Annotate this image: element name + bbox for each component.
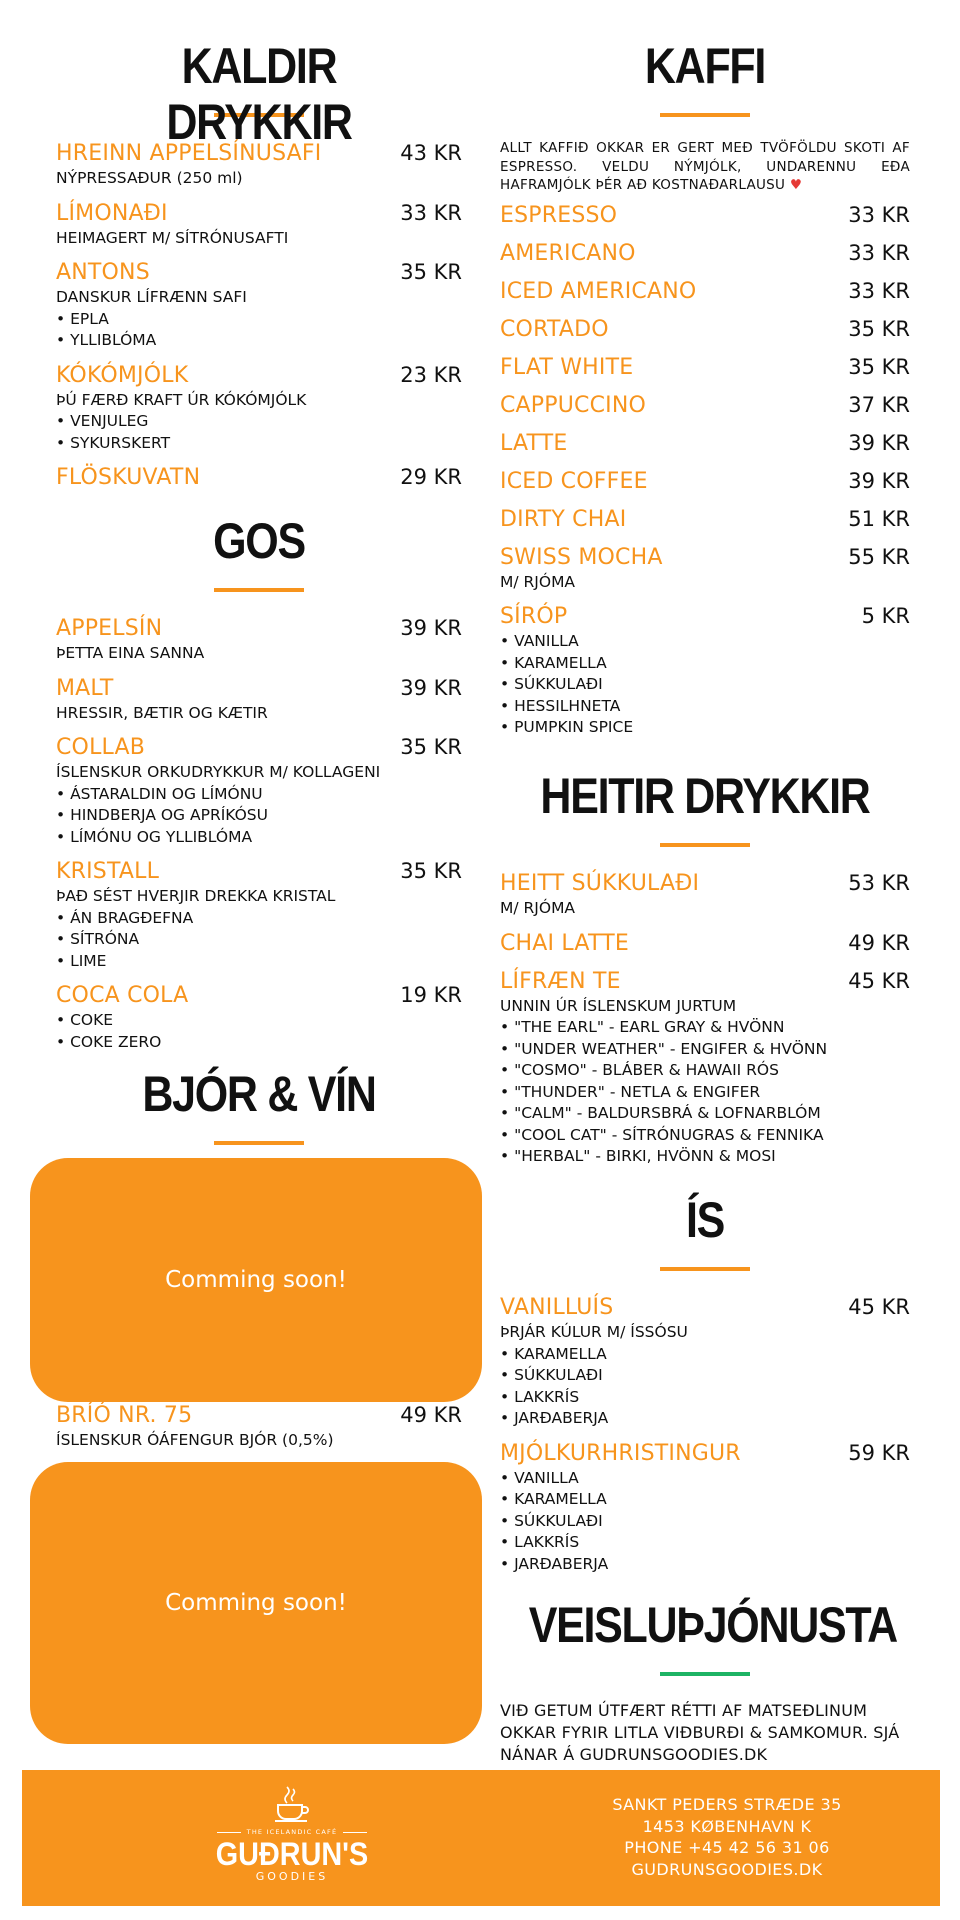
option-item: • SÍTRÓNA xyxy=(56,929,462,951)
item-price: 23 KR xyxy=(400,362,462,387)
option-item: • "COSMO" - BLÁBER & HAWAII RÓS xyxy=(500,1060,910,1082)
item-name: SÍRÓP xyxy=(500,604,568,629)
option-list xyxy=(56,309,462,352)
option-item: • LAKKRÍS xyxy=(500,1532,910,1554)
item-list xyxy=(500,201,910,739)
intro-text: ALLT KAFFIÐ OKKAR ER GERT MEÐ TVÖFÖLDU SKOTI AF ESPRESSO. VELDU NÝMJÓLK, UNDARENNU EÐA HAFRAMJÓLK ÞÉR AÐ KOSTNAÐARLAUSU xyxy=(500,140,910,193)
item-name: FLAT WHITE xyxy=(500,354,634,380)
title-underline xyxy=(214,1141,304,1145)
section-title: KAFFI xyxy=(644,38,766,94)
address-street: SANKT PEDERS STRÆDE 35 xyxy=(612,1795,842,1814)
item-price: 5 KR xyxy=(861,604,910,628)
title-underline xyxy=(660,843,750,847)
item-name: COCA COLA xyxy=(56,983,189,1008)
menu-item xyxy=(500,543,910,594)
logo-name: GUÐRUN'S xyxy=(215,1836,369,1872)
menu-item xyxy=(56,258,462,352)
option-item: • "THE EARL" - EARL GRAY & HVÖNN xyxy=(500,1017,910,1039)
option-item: • ÁSTARALDIN OG LÍMÓNU xyxy=(56,784,462,806)
item-name: LÍMONAÐI xyxy=(56,200,168,226)
option-item: • VANILLA xyxy=(500,1468,910,1490)
option-item: • SÚKKULAÐI xyxy=(500,1365,910,1387)
option-item: • HESSILHNETA xyxy=(500,696,910,718)
item-list xyxy=(500,869,910,1168)
coffee-cup-icon xyxy=(272,1784,312,1824)
item-name: LATTE xyxy=(500,430,568,456)
menu-item xyxy=(56,361,462,455)
menu-item xyxy=(500,967,910,1168)
item-price: 39 KR xyxy=(848,430,910,455)
catering-text: VIÐ GETUM ÚTFÆRT RÉTTI AF MATSEÐLINUM OKKAR FYRIR LITLA VIÐBURÐI & SAMKOMUR. SJÁ NÁNAR Á GUDRUNSGOODIES.DK xyxy=(500,1701,900,1764)
menu-item xyxy=(500,929,910,958)
title-underline xyxy=(660,113,750,117)
option-item: • KARAMELLA xyxy=(500,1489,910,1511)
option-item: • KARAMELLA xyxy=(500,1344,910,1366)
section-title: HEITIR DRYKKIR xyxy=(540,768,870,824)
menu-item xyxy=(56,674,462,725)
item-name: CHAI LATTE xyxy=(500,930,629,956)
menu-item xyxy=(500,505,910,534)
item-name: DIRTY CHAI xyxy=(500,506,627,532)
item-name: ICED AMERICANO xyxy=(500,278,697,304)
item-name: LÍFRÆN TE xyxy=(500,968,621,994)
section-title: GOS xyxy=(213,513,305,569)
heart-icon: ♥ xyxy=(789,177,803,193)
logo xyxy=(182,1784,402,1894)
item-price: 33 KR xyxy=(848,278,910,303)
item-price: 53 KR xyxy=(848,871,910,895)
option-item: • "THUNDER" - NETLA & ENGIFER xyxy=(500,1082,910,1104)
section-title: ÍS xyxy=(685,1192,725,1248)
menu-item xyxy=(500,429,910,458)
item-list xyxy=(56,139,462,492)
option-item: • SÚKKULAÐI xyxy=(500,1511,910,1533)
item-name: KRISTALL xyxy=(56,859,160,884)
menu-item xyxy=(500,1293,910,1430)
menu-item xyxy=(500,602,910,739)
item-price: 39 KR xyxy=(400,616,462,640)
item-name: FLÖSKUVATN xyxy=(56,465,201,490)
section-title: KALDIR DRYKKIR xyxy=(166,38,352,150)
item-price: 19 KR xyxy=(400,983,462,1007)
item-description: ÞÚ FÆRÐ KRAFT ÚR KÓKÓMJÓLK xyxy=(56,390,307,409)
section-kaldir-drykkir xyxy=(56,38,462,501)
coming-soon-panel-1 xyxy=(30,1158,482,1402)
option-item: • "HERBAL" - BIRKI, HVÖNN & MOSI xyxy=(500,1146,910,1168)
option-item: • "COOL CAT" - SÍTRÓNUGRAS & FENNIKA xyxy=(500,1125,910,1147)
item-description: UNNIN ÚR ÍSLENSKUM JURTUM xyxy=(500,996,737,1015)
item-price: 51 KR xyxy=(848,506,910,531)
option-item: • "UNDER WEATHER" - ENGIFER & HVÖNN xyxy=(500,1039,910,1061)
menu-item xyxy=(56,981,462,1053)
item-price: 35 KR xyxy=(400,260,462,284)
section-bjor-vin xyxy=(56,1066,462,1145)
item-list xyxy=(56,614,462,1053)
option-item: • EPLA xyxy=(56,309,462,331)
item-name: BRÍÓ NR. 75 xyxy=(56,1403,193,1428)
option-list xyxy=(56,784,462,849)
title-underline xyxy=(214,588,304,592)
item-price: 55 KR xyxy=(848,544,910,569)
logo-subtitle: GOODIES xyxy=(255,1870,329,1883)
item-price: 49 KR xyxy=(400,1403,462,1427)
item-name: ESPRESSO xyxy=(500,202,618,228)
item-description: ÞETTA EINA SANNA xyxy=(56,644,205,662)
option-item: • COKE xyxy=(56,1010,462,1032)
title-underline xyxy=(660,1267,750,1271)
item-description: ÍSLENSKUR ÓÁFENGUR BJÓR (0,5%) xyxy=(56,1431,334,1449)
item-price: 33 KR xyxy=(848,240,910,265)
option-list xyxy=(500,1344,910,1430)
section-veisluthjonusta xyxy=(500,1597,910,1766)
option-item: • PUMPKIN SPICE xyxy=(500,717,910,739)
item-name: HEITT SÚKKULAÐI xyxy=(500,871,700,896)
address-block xyxy=(562,1794,892,1880)
logo-tagline: THE ICELANDIC CAFÉ xyxy=(182,1828,402,1836)
menu-item xyxy=(56,857,462,972)
option-list xyxy=(56,411,462,454)
option-item: • SYKURSKERT xyxy=(56,433,462,455)
footer xyxy=(22,1770,940,1906)
option-list xyxy=(500,1017,910,1168)
menu-item xyxy=(500,315,910,344)
menu-item xyxy=(500,391,910,420)
menu-item xyxy=(500,239,910,268)
section-heitir-drykkir xyxy=(500,768,910,1177)
menu-item xyxy=(56,199,462,250)
item-description: M/ RJÓMA xyxy=(500,572,576,591)
item-name: ICED COFFEE xyxy=(500,468,648,494)
item-description: HEIMAGERT M/ SÍTRÓNUSAFTI xyxy=(56,228,289,247)
item-price: 59 KR xyxy=(848,1440,910,1465)
item-price: 35 KR xyxy=(400,859,462,883)
item-description: NÝPRESSAÐUR (250 ml) xyxy=(56,169,243,187)
menu-item xyxy=(500,869,910,920)
option-item: • JARÐABERJA xyxy=(500,1554,910,1576)
item-price: 35 KR xyxy=(848,316,910,341)
item-name: AMERICANO xyxy=(500,240,636,266)
item-name: KÓKÓMJÓLK xyxy=(56,362,189,388)
address-city: 1453 KØBENHAVN K xyxy=(642,1816,812,1836)
item-price: 33 KR xyxy=(848,202,910,227)
item-description: ÞAÐ SÉST HVERJIR DREKKA KRISTAL xyxy=(56,887,336,905)
section-title: VEISLUÞJÓNUSTA xyxy=(528,1597,897,1653)
item-description: ÍSLENSKUR ORKUDRYKKUR M/ KOLLAGENI xyxy=(56,763,381,781)
item-name: HREINN APPELSÍNUSAFI xyxy=(56,141,322,166)
item-list xyxy=(500,1293,910,1575)
coming-soon-label: Comming soon! xyxy=(165,1590,347,1616)
item-description: M/ RJÓMA xyxy=(500,899,576,917)
item-price: 49 KR xyxy=(848,930,910,955)
menu-item xyxy=(500,467,910,496)
coming-soon-label: Comming soon! xyxy=(165,1267,347,1293)
item-name: CORTADO xyxy=(500,316,609,342)
kaffi-intro xyxy=(500,139,910,195)
address-phone: PHONE +45 42 56 31 06 xyxy=(624,1838,830,1857)
menu-item xyxy=(500,201,910,230)
option-item: • COKE ZERO xyxy=(56,1032,462,1054)
item-price: 37 KR xyxy=(848,392,910,417)
option-item: • JARÐABERJA xyxy=(500,1408,910,1430)
option-list xyxy=(500,631,910,739)
title-underline xyxy=(660,1672,750,1676)
option-list xyxy=(56,1010,462,1053)
option-item: • KARAMELLA xyxy=(500,653,910,675)
menu-item xyxy=(56,614,462,665)
option-list xyxy=(500,1468,910,1576)
coming-soon-panel-2 xyxy=(30,1462,482,1744)
menu-item xyxy=(500,353,910,382)
item-description: ÞRJÁR KÚLUR M/ ÍSSÓSU xyxy=(500,1323,688,1341)
item-price: 43 KR xyxy=(400,141,462,165)
option-item: • "CALM" - BALDURSBRÁ & LOFNARBLÓM xyxy=(500,1103,910,1125)
menu-item-brio xyxy=(56,1401,462,1452)
option-item: • ÁN BRAGÐEFNA xyxy=(56,908,462,930)
item-name: MALT xyxy=(56,675,114,701)
item-price: 33 KR xyxy=(400,200,462,225)
section-title: BJÓR & VÍN xyxy=(142,1066,376,1122)
item-name: SWISS MOCHA xyxy=(500,544,663,570)
item-price: 39 KR xyxy=(848,468,910,493)
item-name: CAPPUCCINO xyxy=(500,392,647,418)
option-item: • LAKKRÍS xyxy=(500,1387,910,1409)
address-website[interactable]: GUDRUNSGOODIES.DK xyxy=(631,1859,823,1879)
menu-item xyxy=(56,733,462,848)
option-item: • LIME xyxy=(56,951,462,973)
item-price: 45 KR xyxy=(848,968,910,993)
option-item: • LÍMÓNU OG YLLIBLÓMA xyxy=(56,827,462,849)
option-item: • VANILLA xyxy=(500,631,910,653)
section-is xyxy=(500,1192,910,1584)
item-price: 29 KR xyxy=(400,465,462,489)
item-description: HRESSIR, BÆTIR OG KÆTIR xyxy=(56,703,268,722)
item-name: APPELSÍN xyxy=(56,616,163,641)
item-price: 35 KR xyxy=(848,354,910,379)
menu-item xyxy=(500,277,910,306)
item-name: VANILLUÍS xyxy=(500,1295,614,1320)
menu-item xyxy=(56,463,462,492)
option-item: • YLLIBLÓMA xyxy=(56,330,462,352)
item-price: 35 KR xyxy=(400,735,462,759)
item-name: COLLAB xyxy=(56,735,146,760)
option-list xyxy=(56,908,462,973)
option-item: • SÚKKULAÐI xyxy=(500,674,910,696)
option-item: • VENJULEG xyxy=(56,411,462,433)
item-description: DANSKUR LÍFRÆNN SAFI xyxy=(56,288,247,306)
item-name: MJÓLKURHRISTINGUR xyxy=(500,1440,741,1466)
item-price: 45 KR xyxy=(848,1295,910,1319)
menu-item xyxy=(500,1439,910,1576)
item-price: 39 KR xyxy=(400,675,462,700)
item-name: ANTONS xyxy=(56,260,150,285)
section-gos xyxy=(56,513,462,1062)
option-item: • HINDBERJA OG APRÍKÓSU xyxy=(56,805,462,827)
section-kaffi xyxy=(500,38,910,748)
